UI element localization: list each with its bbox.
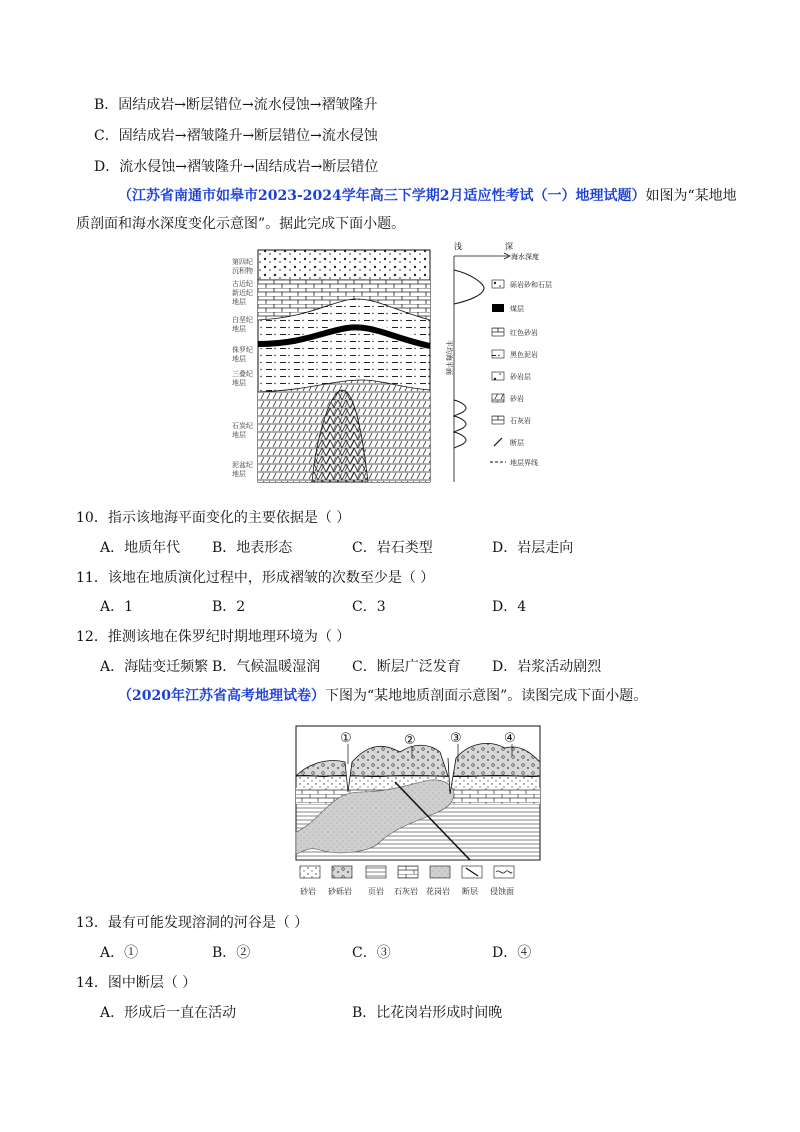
valley-marker: ② [404,733,416,748]
figure1-geologic-section [222,240,604,485]
legend-item: 断层 [510,439,524,447]
sea-level-label: 平均海平面 [445,340,453,375]
valley-marker: ① [340,731,352,746]
figure2-geologic-section [290,722,546,902]
figure2-legend [300,866,514,896]
strata-label: 地层 [232,470,246,478]
legend-item: 砂岩 [300,887,316,896]
legend-item: 页岩 [368,887,384,896]
q12-stem: 12．推测该地在侏罗纪时期地理环境为（ ） [76,629,351,645]
strata-label: 第四纪 [232,258,253,266]
figure1-legend [490,280,552,467]
q12-option-b: B．气候温暖湿润 [212,659,321,675]
intro2 [118,686,647,706]
depth-deep-label: 深 [505,242,513,251]
depth-shallow-label: 浅 [454,242,462,251]
q12-option-a: A．海陆变迁频繁 [100,659,209,675]
q11-option-d: D．4 [492,599,527,615]
intro1 [118,186,737,206]
legend-item: 砂岩 [510,395,524,403]
q12-option-c: C．断层广泛发育 [352,659,461,675]
legend-item: 地层界线 [510,459,538,467]
legend-item: 砾岩砂和石层 [510,281,552,289]
legend-item: 石灰岩 [510,417,531,425]
intro1-text-b: 质剖面和海水深度变化示意图”。据此完成下面小题。 [76,216,406,232]
q9-option-b: B．固结成岩→断层错位→流水侵蚀→褶皱隆升 [94,97,378,113]
strata-labels [232,257,253,478]
legend-item: 砂砾岩 [328,887,352,896]
legend-item: 煤层 [510,305,524,313]
q10-option-a: A．地质年代 [100,540,181,556]
strata-label: 泥盆纪 [232,461,253,469]
q9-option-d: D．流水侵蚀→褶皱隆升→固结成岩→断层错位 [94,159,379,175]
legend-item: 砂岩层 [510,373,531,381]
q13-option-c: C．③ [352,945,391,961]
strata-label: 三叠纪 [232,370,253,378]
q11-option-c: C．3 [352,599,386,615]
strata-label: 地层 [232,431,246,439]
legend-item: 黑色泥岩 [510,351,538,359]
legend-item: 石灰岩 [394,887,418,896]
q10-stem: 10．指示该地海平面变化的主要依据是（ ） [76,510,351,526]
strata-label: 古近纪 [232,280,253,288]
strata-label: 石炭纪 [232,422,253,430]
q9-option-c: C．固结成岩→褶皱隆升→断层错位→流水侵蚀 [94,128,378,144]
depth-label: 海水深度 [511,253,539,261]
legend-item: 花岗岩 [426,887,450,896]
legend-item: 侵蚀面 [490,887,514,896]
q14-stem: 14．图中断层（ ） [76,975,197,991]
strata-label: 地层 [232,298,246,306]
q13-option-a: A．① [100,945,139,961]
strata-label: 新近纪 [232,289,253,297]
sea-depth-chart [445,241,539,482]
q13-stem: 13．最有可能发现溶洞的河谷是（ ） [76,915,309,931]
q11-option-a: A．1 [100,599,134,615]
valley-marker: ③ [450,731,462,746]
legend-item: 红色砂岩 [510,329,538,337]
q10-option-d: D．岩层走向 [492,540,574,556]
strata-label: 白垩纪 [232,316,253,324]
q12-option-d: D．岩浆活动剧烈 [492,659,602,675]
q13-option-d: D．④ [492,945,532,961]
strata-label: 地层 [232,379,246,387]
q11-stem: 11．该地在地质演化过程中，形成褶皱的次数至少是（ ） [76,570,435,586]
q10-option-b: B．地表形态 [212,540,293,556]
valley-marker: ④ [504,731,516,746]
strata-label: 地层 [232,325,246,333]
q13-option-b: B．② [212,945,251,961]
intro1-source: （江苏省南通市如皋市2023-2024学年高三下学期2月适应性考试（一）地理试题） [118,188,646,204]
intro1-text-a: 如图为“某地地 [645,188,737,204]
strata-label: 沉积物 [232,267,253,275]
strata-label: 地层 [232,355,246,363]
q14-option-a: A．形成后一直在活动 [100,1005,237,1021]
section-body [258,250,430,482]
strata-label: 侏罗纪 [232,346,253,354]
q10-option-c: C．岩石类型 [352,540,433,556]
legend-item: 断层 [462,887,478,896]
intro2-text: 下图为“某地地质剖面示意图”。读图完成下面小题。 [324,688,648,704]
intro2-source: （2020年江苏省高考地理试卷） [118,688,325,704]
q11-option-b: B．2 [212,599,246,615]
q14-option-b: B．比花岗岩形成时间晚 [352,1005,503,1021]
